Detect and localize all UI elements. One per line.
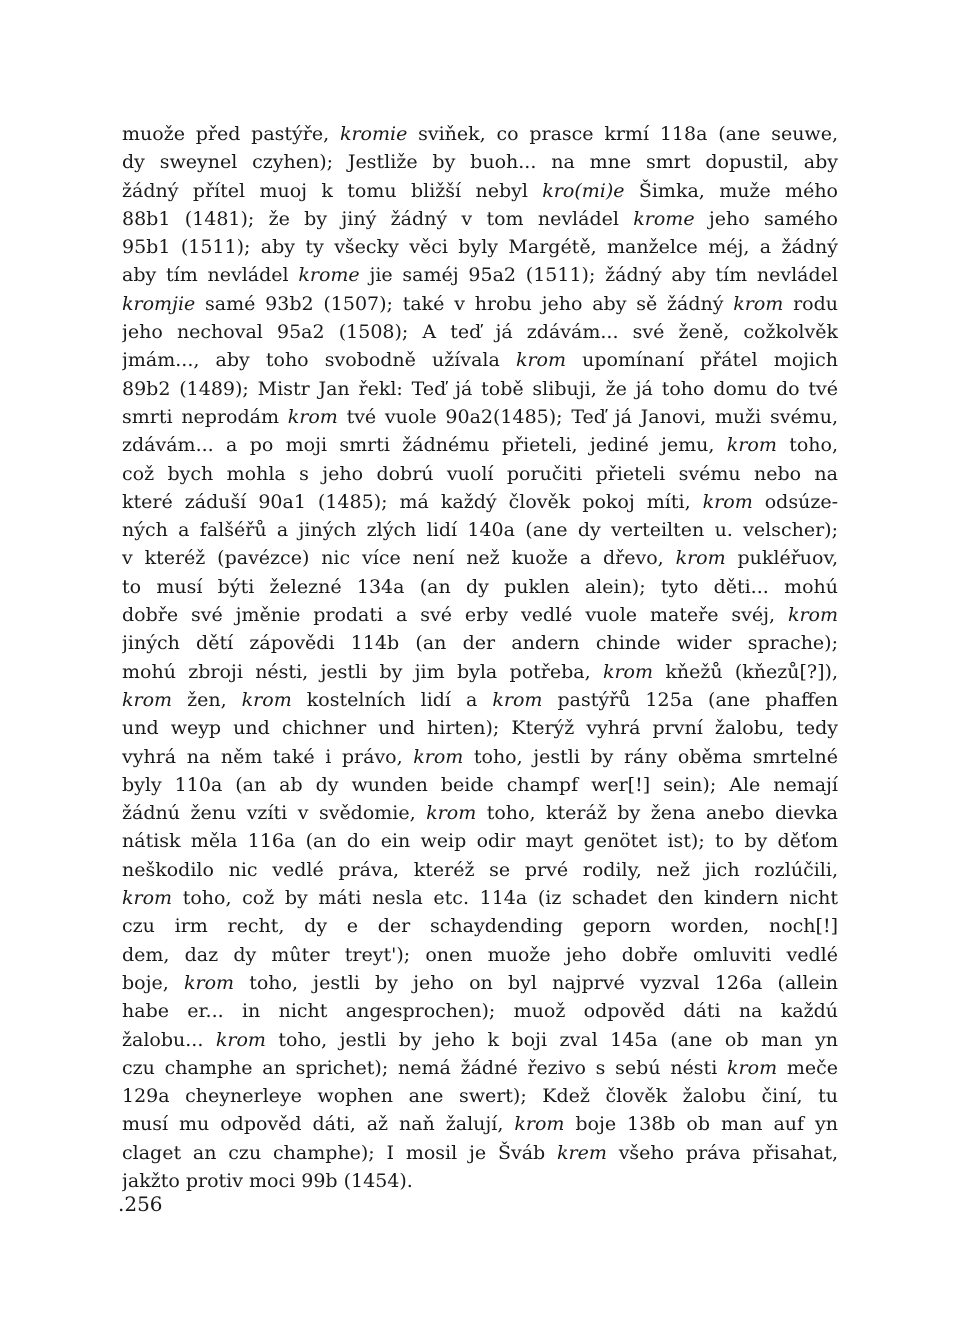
- text-segment: jiných dětí zápovědi 114b (an der andern chinde wider sprache);: [122, 632, 838, 655]
- italic-term: krom: [215, 1028, 266, 1051]
- text-segment: toho,: [776, 434, 838, 457]
- text-line: [122, 743, 838, 771]
- text-segment: und weyp und chichner und hirten); Kterýž vyhrá první žalobu, tedy: [122, 717, 838, 740]
- text-segment: czu champhe an sprichet); nemá žádné řezivo s sebú nésti: [122, 1056, 728, 1079]
- text-segment: což bych mohla s jeho dobrú vuolí poručiti přieteli svému nebo na: [122, 462, 838, 485]
- text-line: [122, 573, 838, 601]
- text-line: [122, 601, 838, 629]
- text-segment: kostelních lidí a: [291, 688, 493, 711]
- text-line: [122, 488, 838, 516]
- text-line: [122, 233, 838, 261]
- text-segment: habe er... in nicht angesprochen); muož odpověd dáti na každú: [122, 1000, 838, 1023]
- italic-term: krom: [675, 547, 726, 570]
- italic-term: krom: [514, 1113, 565, 1136]
- italic-term: krom: [287, 405, 338, 428]
- italic-term: krom: [426, 802, 477, 825]
- text-segment: sviňek, co prasce krmí 118a (ane seuwe,: [407, 123, 838, 145]
- text-segment: 88b1 (1481); že by jiný žádný v tom nevládel: [122, 207, 634, 230]
- text-segment: jakžto protiv moci 99b (1454).: [122, 1169, 413, 1192]
- text-line: [122, 375, 838, 403]
- text-line: [122, 856, 838, 884]
- text-segment: toho, kteráž by žena anebo dievka: [476, 802, 838, 825]
- italic-term: krom: [122, 688, 173, 711]
- text-segment: toho, jestli by jeho k boji zval 145a (ane ob man yn: [265, 1028, 838, 1051]
- text-segment: byly 110a (an ab dy wunden beide champf wer[!] sein); Ale nemají: [122, 773, 838, 796]
- text-line: [122, 460, 838, 488]
- text-segment: kňežů (kňezů[?]),: [653, 660, 838, 683]
- italic-term: krom: [183, 971, 235, 994]
- text-segment: dem, daz dy mûter treyt'); onen muože jeho dobře omluviti vedlé: [122, 943, 838, 966]
- body-text: [122, 120, 838, 1195]
- text-segment: muože před pastýře,: [122, 123, 340, 145]
- italic-term: kromjie: [122, 292, 196, 315]
- text-segment: Šimka, muže mého: [624, 179, 838, 202]
- text-segment: samé 93b2 (1507); také v hrobu jeho aby sě žádný: [195, 292, 734, 315]
- text-line: [122, 261, 838, 289]
- text-segment: boje,: [122, 971, 184, 994]
- text-segment: všeho práva přisahat,: [606, 1141, 838, 1164]
- text-line: [122, 969, 838, 997]
- text-segment: meče: [777, 1056, 838, 1079]
- text-line: [122, 1167, 838, 1195]
- page-number: .256: [118, 1192, 163, 1216]
- text-segment: zdávám... a po moji smrti žádnému přieteli, jediné jemu,: [122, 434, 727, 457]
- italic-term: krem: [557, 1141, 607, 1164]
- text-line: [122, 884, 838, 912]
- italic-term: krom: [241, 688, 292, 711]
- text-line: [122, 941, 838, 969]
- text-segment: toho, jestli by rány oběma smrtelné: [463, 745, 838, 768]
- text-segment: boje 138b ob man auf yn: [564, 1113, 838, 1136]
- text-segment: neškodilo nic vedlé práva, kteréž se prvé rodily, než jich rozlúčili,: [122, 858, 838, 881]
- text-line: [122, 1082, 838, 1110]
- italic-term: krom: [492, 688, 543, 711]
- italic-term: krom: [726, 434, 777, 457]
- italic-term: krome: [633, 207, 695, 230]
- text-line: [122, 827, 838, 855]
- text-line: [122, 1110, 838, 1138]
- text-segment: pastýřů 125a (ane phaffen: [542, 688, 838, 711]
- text-line: [122, 658, 838, 686]
- text-segment: 89b2 (1489); Mistr Jan řekl: Teď já tobě slibuji, že já toho domu do tvé: [122, 377, 838, 400]
- text-line: [122, 120, 838, 148]
- text-segment: upomínaní přátel mojich: [566, 349, 838, 372]
- text-segment: mohú zbroji nésti, jestli by jim byla potřeba,: [122, 660, 603, 683]
- text-line: [122, 629, 838, 657]
- italic-term: kromie: [339, 123, 408, 145]
- text-line: [122, 1026, 838, 1054]
- italic-term: krom: [727, 1056, 778, 1079]
- text-line: [122, 177, 838, 205]
- text-line: [122, 544, 838, 572]
- text-segment: dobře své jměnie prodati a své erby vedlé vuole mateře svéj,: [122, 604, 788, 627]
- italic-term: krom: [515, 349, 566, 372]
- text-segment: jmám..., aby toho svobodně užívala: [122, 349, 516, 372]
- text-line: [122, 431, 838, 459]
- text-line: [122, 148, 838, 176]
- text-line: [122, 516, 838, 544]
- italic-term: krom: [602, 660, 654, 683]
- text-segment: odsúze-: [752, 490, 838, 513]
- text-line: [122, 912, 838, 940]
- text-segment: toho, jestli by jeho on byl najprvé vyzval 126a (allein: [234, 971, 838, 994]
- text-segment: jeho samého: [694, 207, 838, 230]
- text-line: [122, 997, 838, 1025]
- text-line: [122, 686, 838, 714]
- italic-term: kro(mi)e: [542, 179, 625, 202]
- italic-term: krom: [787, 604, 838, 627]
- text-segment: smrti neprodám: [122, 405, 288, 428]
- text-segment: vyhrá na něm také i právo,: [122, 745, 414, 768]
- text-segment: 129a cheynerleye wophen ane swert); Kdež člověk žalobu činí, tu: [122, 1085, 838, 1108]
- italic-term: krome: [298, 264, 360, 287]
- text-segment: aby tím nevládel: [122, 264, 299, 287]
- text-segment: jie saméj 95a2 (1511); žádný aby tím nevládel: [359, 264, 838, 287]
- italic-term: krom: [122, 887, 173, 910]
- text-segment: žádnú ženu vzíti v svědomie,: [122, 802, 427, 825]
- text-line: [122, 403, 838, 431]
- italic-term: krom: [733, 292, 784, 315]
- text-segment: nátisk měla 116a (an do ein weip odir mayt genötet ist); to by děťom: [122, 830, 838, 853]
- text-segment: v kteréž (pavézce) nic více není než kuože a dřevo,: [122, 547, 676, 570]
- text-segment: jeho nechoval 95a2 (1508); A teď já zdávám... své ženě, cožkolvěk: [122, 321, 838, 344]
- text-segment: pukléřuov,: [725, 547, 838, 570]
- italic-term: krom: [413, 745, 464, 768]
- text-segment: to musí býti železné 134a (an dy puklen alein); tyto děti... mohú: [122, 575, 838, 598]
- text-line: [122, 290, 838, 318]
- italic-term: krom: [702, 490, 753, 513]
- text-segment: musí mu odpověd dáti, až naň žalují,: [122, 1113, 515, 1136]
- text-line: [122, 771, 838, 799]
- text-segment: dy sweynel czyhen); Jestliže by buoh... na mne smrt dopustil, aby: [122, 151, 838, 174]
- text-line: [122, 1054, 838, 1082]
- text-segment: žalobu...: [122, 1028, 216, 1051]
- text-segment: czu irm recht, dy e der schaydending geporn worden, noch[!]: [122, 915, 838, 938]
- text-segment: žádný přítel muoj k tomu bližší nebyl: [122, 179, 543, 202]
- text-segment: toho, což by máti nesla etc. 114a (iz schadet den kindern nicht: [172, 887, 838, 910]
- text-line: [122, 205, 838, 233]
- text-segment: tvé vuole 90a2(1485); Teď já Janovi, muži svému,: [337, 405, 838, 428]
- text-line: [122, 1139, 838, 1167]
- text-segment: žen,: [172, 688, 242, 711]
- text-line: [122, 714, 838, 742]
- text-segment: rodu: [783, 292, 838, 315]
- text-segment: claget an czu champhe); I mosil je Šváb: [122, 1141, 558, 1164]
- text-segment: ných a falšéřů a jiných zlých lidí 140a (ane dy verteilten u. velscher);: [122, 519, 838, 542]
- text-line: [122, 318, 838, 346]
- text-segment: které záduší 90a1 (1485); má každý člověk pokoj míti,: [122, 490, 703, 513]
- text-line: [122, 799, 838, 827]
- text-segment: 95b1 (1511); aby ty všecky věci byly Margétě, manželce méj, a žádný: [122, 236, 838, 259]
- text-line: [122, 346, 838, 374]
